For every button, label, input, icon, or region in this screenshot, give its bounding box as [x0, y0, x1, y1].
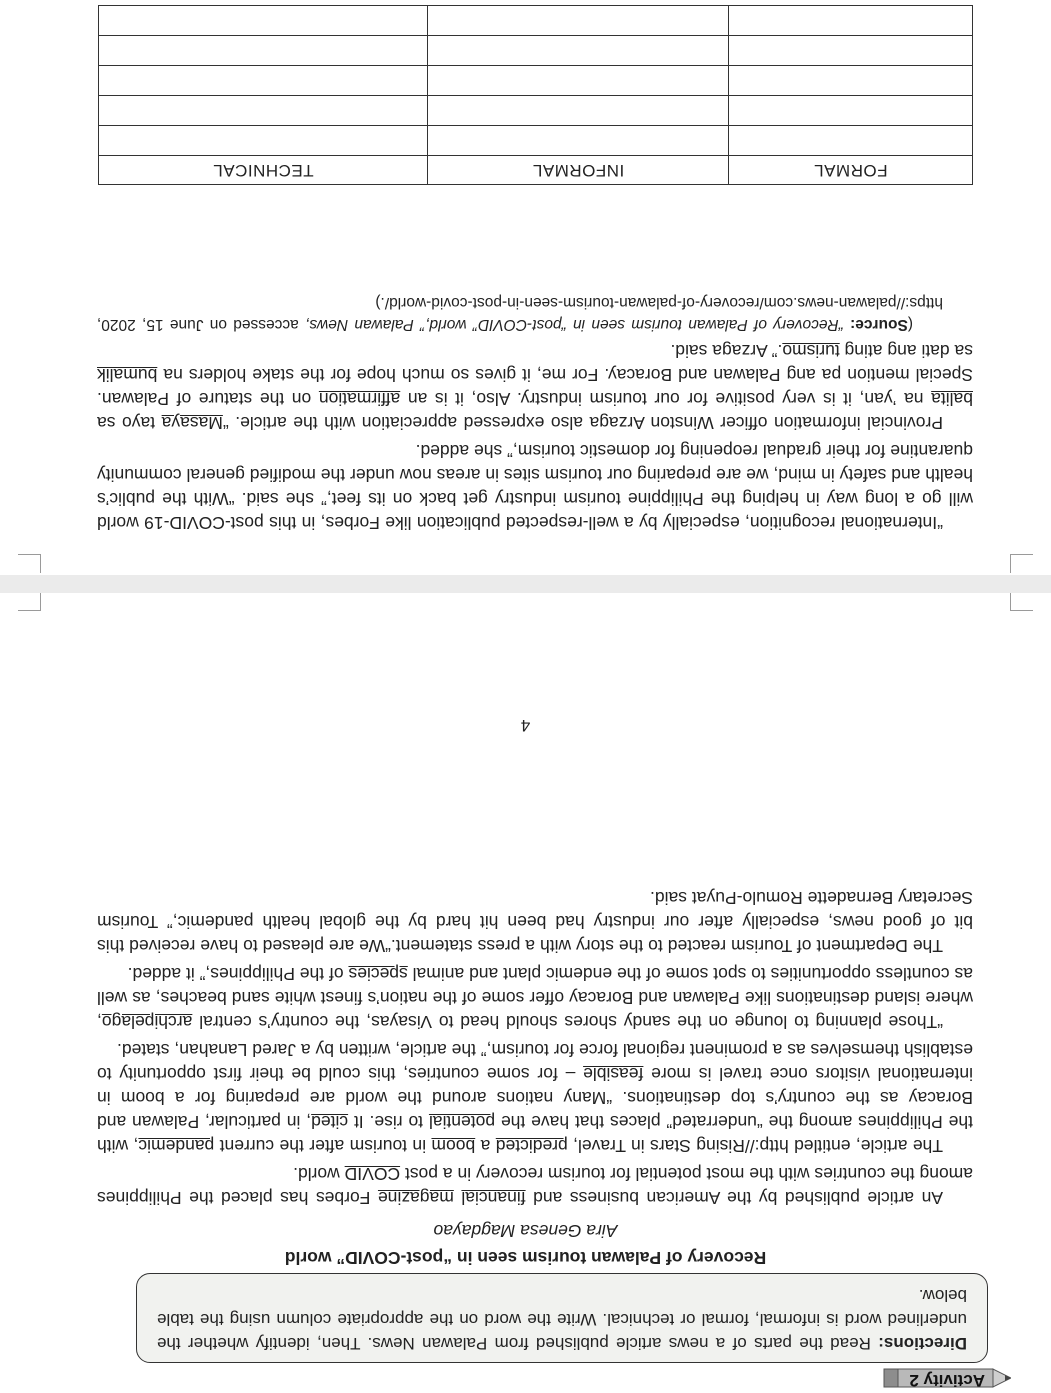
answer-cell[interactable]: [99, 96, 428, 126]
column-header-informal: INFORMAL: [428, 156, 729, 185]
underlined-word: predicted: [495, 1136, 568, 1156]
underlined-word: boom: [431, 1136, 476, 1156]
answer-cell[interactable]: [99, 66, 428, 96]
underlined-word: archipelago: [101, 1012, 193, 1032]
page-two: [0, 0, 1051, 575]
column-header-technical: TECHNICAL: [99, 156, 428, 185]
directions-lead: Directions:: [878, 1334, 967, 1353]
article-title: Recovery of Palawan tourism seen in “post-COVID” world: [284, 1248, 767, 1268]
answer-cell[interactable]: [729, 36, 973, 66]
underlined-word: feasible: [583, 1064, 644, 1084]
activity-label: Activity 2: [909, 1371, 985, 1390]
directions-text: Read the parts of a news article published from Palawan News. Then, identify whether the underlined word is informal, formal or technical. Write the word on the appropriate column using the table below.: [157, 1286, 967, 1353]
table-header-row: [99, 156, 973, 185]
page-one: [0, 593, 1051, 1393]
table-row: [99, 96, 973, 126]
article-paragraph: “International recognition, especially by a well-respected publication like Forbes, in this post-COVID-19 world will go a long way in helping the Philippine tourism industry get back on its feet,” she said. “With the public’s health and safety in mind, we are preparing our tourism sites in areas now under the modified general community quarantine for their gradual reopening for domestic tourism,” she added.: [97, 441, 973, 533]
page-number: 4: [520, 716, 531, 735]
answer-cell[interactable]: [729, 66, 973, 96]
underlined-word: financial: [461, 1188, 526, 1208]
article-author: Aira Genesa Magdayao: [433, 1221, 618, 1241]
underlined-word: turismo: [782, 341, 840, 361]
underlined-word: COVID: [344, 1164, 401, 1184]
table-row: [99, 66, 973, 96]
article-source: (Source: “Recovery of Palawan tourism seen in “post-COVID” world,” Palawan News, accessed on June 15, 2020, https://palawan-news.com/recovery-of-palawan-tourism-seen-in-post-covid-world/.): [97, 294, 943, 333]
directions-box: [136, 1273, 988, 1363]
answer-cell[interactable]: [99, 36, 428, 66]
article-paragraph: An article published by the American business and financial magazine Forbes has placed the Philippines among the countries with the most potential for tourism recovery in a post COVID world.: [97, 1164, 973, 1208]
underlined-word: balita: [931, 389, 973, 409]
table-row: [99, 126, 973, 156]
answer-cell[interactable]: [428, 126, 729, 156]
answer-table: [98, 5, 973, 185]
answer-cell[interactable]: [428, 96, 729, 126]
column-header-formal: FORMAL: [729, 156, 973, 185]
answer-cell[interactable]: [729, 6, 973, 36]
activity-header: [751, 1363, 1051, 1393]
answer-cell[interactable]: [428, 36, 729, 66]
answer-cell[interactable]: [428, 66, 729, 96]
crop-mark: [1010, 592, 1033, 611]
underlined-word: species: [348, 964, 408, 984]
underlined-word: pandemic: [138, 1136, 215, 1156]
article-paragraph: Provincial information officer Winston Arzaga also expressed appreciation with the article. “Masaya tayo sa balita na ’yan, it is very positive for our tourism industry. Also, it is an affirmation on the stature of Palawan. Special mention pa ang Palawan and Boracay. For me, it gives so much hope for the stake holders na bumalik sa dati ang ating turismo.” Arzaga said.: [97, 341, 973, 433]
answer-cell[interactable]: [729, 96, 973, 126]
page-separator: [0, 575, 1051, 593]
crop-mark: [18, 592, 41, 611]
underlined-word: affirmation: [318, 389, 401, 409]
article-body-part-one: [97, 882, 973, 1210]
underlined-word: magazine: [377, 1188, 454, 1208]
underlined-word: Masaya: [161, 413, 223, 433]
article-body-part-two: [97, 287, 973, 535]
underlined-word: bumalik: [97, 365, 158, 385]
article-paragraph: The article, entitled http://Rising Stars in Travel, predicted a boom in tourism after the current pandemic, with the Philippines among the “underrated” places that have the potential to rise. It cited, in particular, Palawan and Boracay as the country’s top destinations. “Many nations around the world are preparing for a boom in international visitors once travel is more feasible – for some countries, this could be their first opportunity to establish themselves as a prominent regional force for tourism,” the article, written by a Jared Lanahan, stated.: [96, 1040, 973, 1156]
underlined-word: cited: [311, 1112, 349, 1132]
answer-cell[interactable]: [428, 6, 729, 36]
crop-mark: [1010, 554, 1033, 573]
answer-cell[interactable]: [729, 126, 973, 156]
article-paragraph: The Department of Tourism reacted to the story with a press statement.“We are pleased to have received this bit of good news, especially after our industry had been hit hard by the global health pandemic,” Tourism Secretary Bernadette Romulo-Puyat said.: [97, 888, 973, 956]
underlined-word: potential: [428, 1112, 496, 1132]
crop-mark: [18, 554, 41, 573]
answer-cell[interactable]: [99, 6, 428, 36]
article-paragraph: “Those planning to lounge on the sandy shores should head to Visayas, the country’s central archipelago, where island destinations like Palawan and Boracay offer some of the nation’s finest white sand beaches, as well as countless opportunities to spot some of the endemic plant and animal species of the Philippines,” it added.: [97, 964, 973, 1032]
table-row: [99, 6, 973, 36]
table-row: [99, 36, 973, 66]
answer-cell[interactable]: [99, 126, 428, 156]
